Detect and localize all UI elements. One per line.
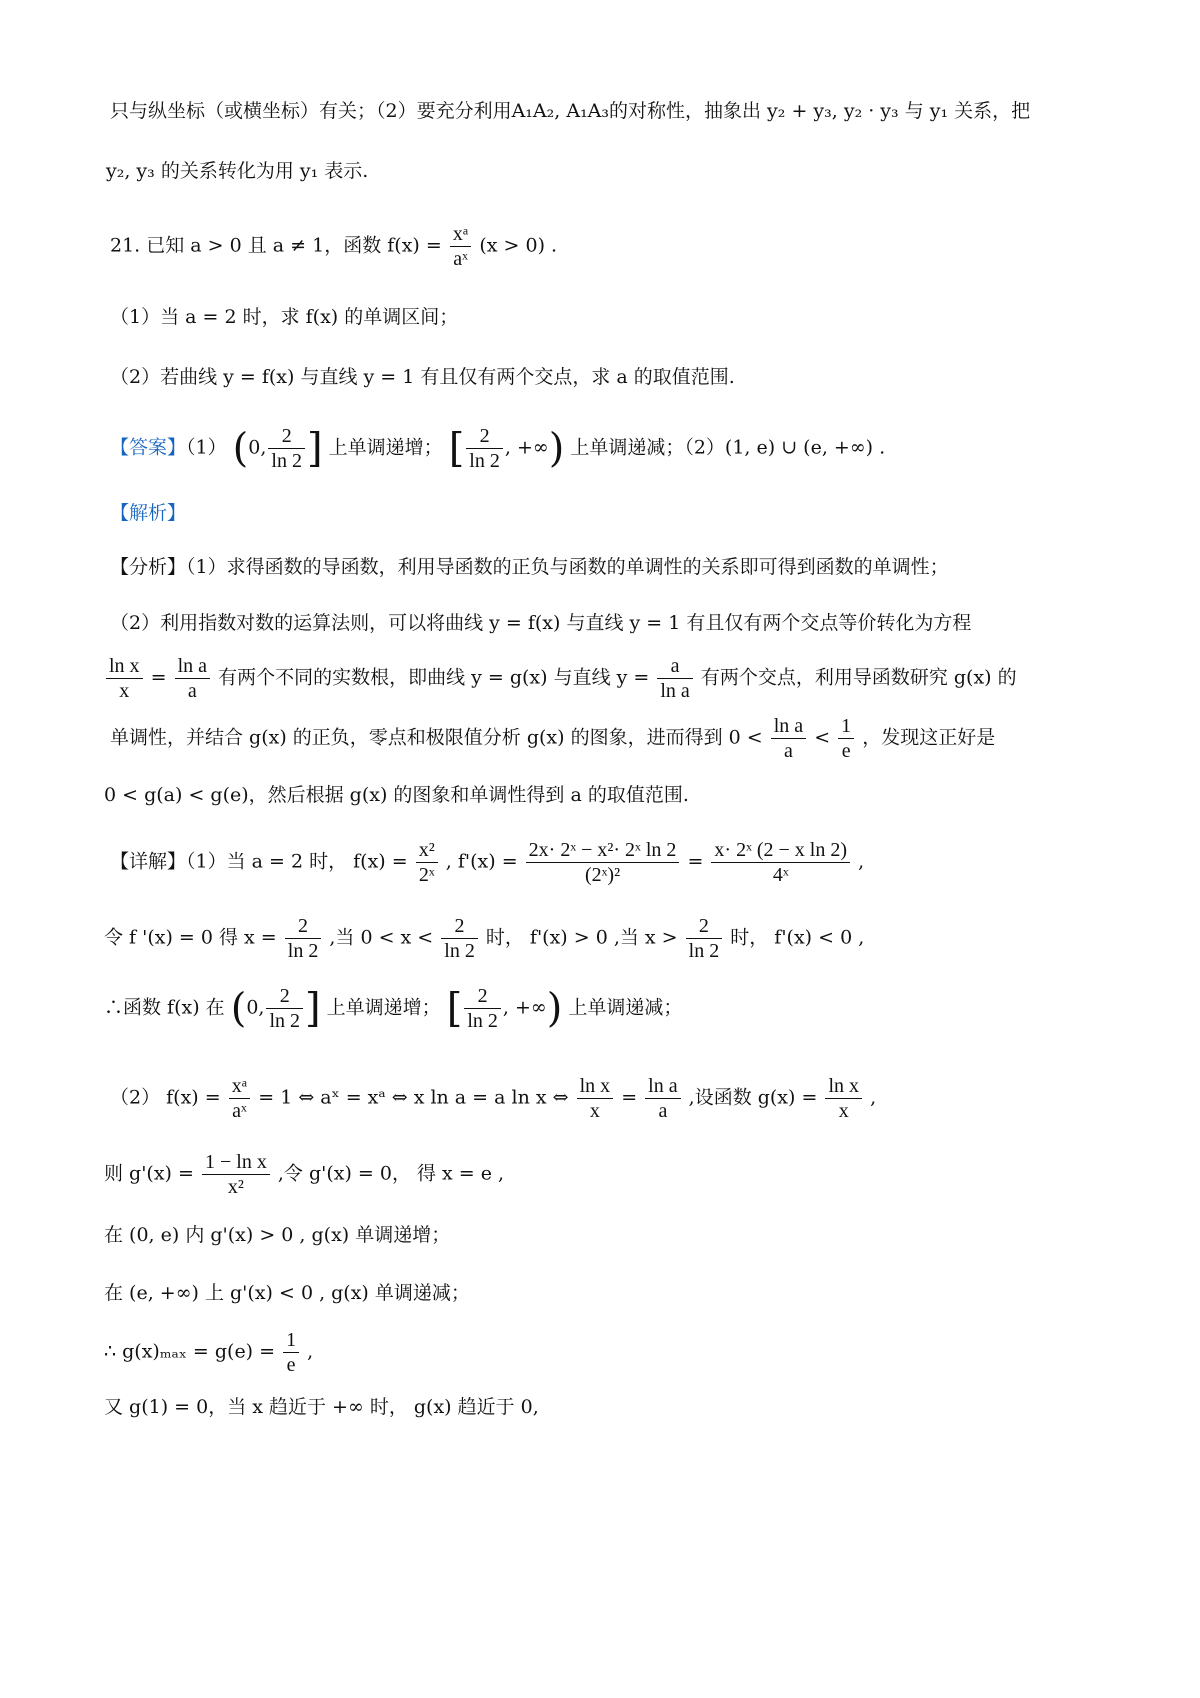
question-part-2: （2）若曲线 y = f(x) 与直线 y = 1 有且仅有两个交点，求 a 的取值范围. bbox=[110, 366, 735, 388]
limit-line: 又 g(1) = 0，当 x 趋近于 +∞ 时， g(x) 趋近于 0, bbox=[104, 1396, 539, 1418]
analysis-line-2: （2）利用指数对数的运算法则，可以将曲线 y = f(x) 与直线 y = 1 有且仅有两个交点等价转化为方程 bbox=[110, 612, 972, 634]
fraction-2-ln2: $\frac{2}{\ln 2}$ bbox=[266, 984, 303, 1033]
fraction-lna-a: $\frac{\text{ln a}}{a}$ bbox=[645, 1074, 680, 1123]
fraction-derivative: $\frac{\text{2x· 2ˣ − x²· 2ˣ ln 2}}{\text{(2ˣ)²}}$ bbox=[526, 838, 680, 887]
max-line: ∴ g(x)ₘₐₓ = g(e) = $\frac{1}{e}$ , bbox=[104, 1329, 314, 1376]
question-text-end: (x > 0) . bbox=[479, 234, 558, 257]
analysis-line-1: 【分析】（1）求得函数的导函数，利用导函数的正负与函数的单调性的关系即可得到函数的单调性； bbox=[110, 556, 949, 578]
fraction-2-ln2: $\frac{2}{\ln 2}$ bbox=[466, 424, 503, 473]
decreasing-line: 在 (e, +∞) 上 g'(x) < 0 , g(x) 单调递减； bbox=[104, 1282, 470, 1304]
question-number: 21. bbox=[110, 234, 141, 257]
fraction-derivative-simplified: $\frac{\text{x· 2ˣ (2 − x ln 2)}}{\text{4ˣ}}$ bbox=[711, 838, 850, 887]
analysis-line-3: $\frac{\text{ln x}}{x}$ = $\frac{\text{ln a}}{a}$ 有两个不同的实数根，即曲线 y = g(x) 与直线 y = $\frac{a}{\text{ln a}}$ 有两个交点，利用导函数研究 g(x) 的 bbox=[104, 654, 1110, 703]
analysis-line-4: 单调性，并结合 g(x) 的正负，零点和极限值分析 g(x) 的图象，进而得到 0 < $\frac{\text{ln a}}{a}$ < $\frac{1}{e}$ ，发现这正好是 bbox=[110, 715, 996, 762]
detail-line-1: 【详解】（1）当 a = 2 时， f(x) = $\frac{\text{x²}}{\text{2ˣ}}$ , f'(x) = $\frac{\text{2x· 2ˣ − x²· 2ˣ ln 2}}{\text{(2ˣ)²}}$ = $\frac{\text{x· 2ˣ (2 − x ln 2)}}{\text{4ˣ}}$ , bbox=[110, 839, 865, 886]
fraction-lnx-x: $\frac{\text{ln x}}{x}$ bbox=[825, 1074, 862, 1123]
fraction-xa-ax: $\frac{\text{xᵃ}}{\text{aˣ}}$ bbox=[229, 1074, 250, 1123]
fraction-1-e: $\frac{1}{e}$ bbox=[283, 1328, 299, 1377]
answer-tag: 【答案】 bbox=[110, 436, 187, 459]
fraction-lnx-x: $\frac{\text{ln x}}{x}$ bbox=[106, 654, 143, 703]
fraction-lna-a: $\frac{\text{ln a}}{a}$ bbox=[771, 714, 806, 763]
detail-line-3: ∴函数 f(x) 在 (0, $\frac{2}{\ln 2}$ ] 上单调递增； [ $\frac{2}{\ln 2}$ , +∞) 上单调递减； bbox=[104, 985, 683, 1032]
question-21 bbox=[110, 222, 1110, 271]
detail-line-2: 令 f '(x) = 0 得 x = $\frac{2}{\ln 2}$ ,当 0 < x < $\frac{2}{\ln 2}$ 时， f'(x) > 0 ,当 x > $\frac{2}{\ln 2}$ 时， f'(x) < 0 , bbox=[104, 915, 865, 962]
text-line-2: y₂, y₃ 的关系转化为用 y₁ 表示. bbox=[106, 160, 369, 182]
fraction-g-derivative: $\frac{\text{1 − ln x}}{\text{x²}}$ bbox=[202, 1150, 270, 1199]
fraction-2-ln2: $\frac{2}{\ln 2}$ bbox=[686, 914, 723, 963]
question-part-1: （1）当 a = 2 时，求 f(x) 的单调区间； bbox=[110, 306, 459, 328]
analysis-tag: 【解析】 bbox=[110, 502, 187, 524]
analysis-line-5: 0 < g(a) < g(e)，然后根据 g(x) 的图象和单调性得到 a 的取值范围. bbox=[104, 784, 689, 806]
fraction-a-lna: $\frac{a}{\text{ln a}}$ bbox=[657, 654, 692, 703]
answer-line: 【答案】（1） (0, $\frac{2}{\ln 2}$ ] 上单调递增； [ $\frac{2}{\ln 2}$ , +∞) 上单调递减；（2）(1, e) ∪ (e, +∞) . bbox=[110, 425, 886, 472]
fraction-xa-ax: $\frac{\text{xᵃ}}{\text{aˣ}}$ bbox=[450, 222, 471, 271]
fraction-x2-2x: $\frac{\text{x²}}{\text{2ˣ}}$ bbox=[416, 838, 438, 887]
part2-line-1: （2） f(x) = $\frac{\text{xᵃ}}{\text{aˣ}}$ = 1 ⇔ aˣ = xᵃ ⇔ x ln a = a ln x ⇔ $\frac{\text{ln x}}{x}$ = $\frac{\text{ln a}}{a}$ ,设函数 g(x) = $\frac{\text{ln x}}{x}$ , bbox=[110, 1075, 877, 1122]
text-line-1: 只与纵坐标（或横坐标）有关；（2）要充分利用A₁A₂, A₁A₃的对称性，抽象出 y₂ + y₃, y₂ · y₃ 与 y₁ 关系，把 bbox=[110, 100, 1031, 122]
fraction-lnx-x: $\frac{\text{ln x}}{x}$ bbox=[577, 1074, 614, 1123]
increasing-line: 在 (0, e) 内 g'(x) > 0 , g(x) 单调递增； bbox=[104, 1224, 451, 1246]
fraction-1-e: $\frac{1}{e}$ bbox=[838, 714, 854, 763]
fraction-2-ln2: $\frac{2}{\ln 2}$ bbox=[441, 914, 478, 963]
fraction-2-ln2: $\frac{2}{\ln 2}$ bbox=[268, 424, 305, 473]
question-text: 已知 a > 0 且 a ≠ 1，函数 f(x) = bbox=[146, 234, 442, 257]
fraction-2-ln2: $\frac{2}{\ln 2}$ bbox=[285, 914, 322, 963]
fraction-2-ln2: $\frac{2}{\ln 2}$ bbox=[464, 984, 501, 1033]
fraction-lna-a: $\frac{\text{ln a}}{a}$ bbox=[175, 654, 210, 703]
derivative-line: 则 g'(x) = $\frac{\text{1 − ln x}}{\text{x²}}$ ,令 g'(x) = 0， 得 x = e , bbox=[104, 1151, 505, 1198]
